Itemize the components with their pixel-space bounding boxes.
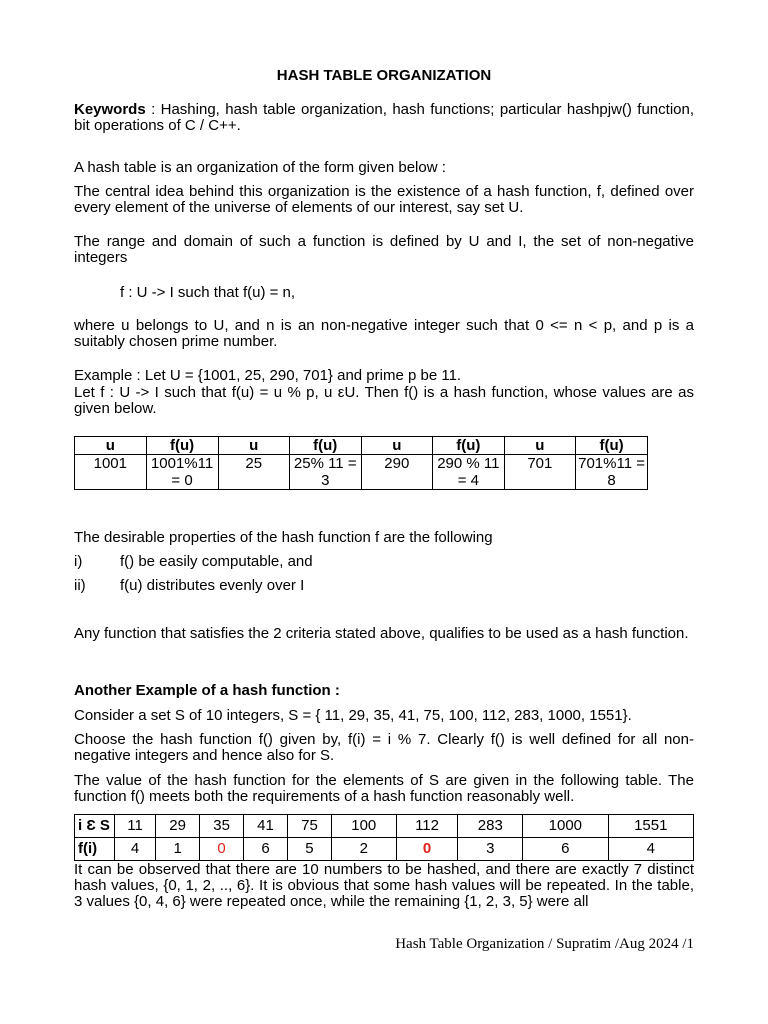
paragraph-central-idea: The central idea behind this organization is the existence of a hash function, f, defined over every element of the universe of elements of our interest, say set U. <box>74 183 694 216</box>
table-cell: 6 <box>523 838 608 861</box>
table-cell: 1 <box>156 838 200 861</box>
section-heading: Another Example of a hash function : <box>74 682 340 699</box>
page-footer: Hash Table Organization / Supratim /Aug 2024 /1 <box>395 936 694 952</box>
paragraph-hash-choice: Choose the hash function f() given by, f(i) = i % 7. Clearly f() is well defined for all non-negative integers and hence also for S. <box>74 731 694 764</box>
table-row <box>75 838 694 861</box>
table-cell: 3 <box>458 838 523 861</box>
paragraph-observation: It can be observed that there are 10 numbers to be hashed, and there are exactly 7 distinct hash values, {0, 1, 2, .., 6}. It is obvious that some hash values will be repeated. In the table, 3 values {0, 4, 6} were repeated once, while the remaining {1, 2, 3, 5} were all <box>74 861 694 910</box>
hash-values-table-1 <box>74 436 648 490</box>
paragraph-where: where u belongs to U, and n is an non-negative integer such that 0 <= n < p, and p is a suitably chosen prime number. <box>74 317 694 350</box>
table-header-row <box>75 437 648 455</box>
table-cell-highlighted: 0 <box>200 838 244 861</box>
table-cell: 5 <box>287 838 331 861</box>
list-item-number: i) <box>74 553 83 570</box>
paragraph-range-domain: The range and domain of such a function is defined by U and I, the set of non-negative integers <box>74 233 694 266</box>
paragraph-set-s: Consider a set S of 10 integers, S = { 11, 29, 35, 41, 75, 100, 112, 283, 1000, 1551}. <box>74 707 632 724</box>
list-item-text: f() be easily computable, and <box>120 553 313 570</box>
table-header-cell: u <box>75 437 147 455</box>
table-cell: 75 <box>287 815 331 838</box>
paragraph-criteria: Any function that satisfies the 2 criteria stated above, qualifies to be used as a hash function. <box>74 625 689 642</box>
table-cell: 1001%11 = 0 <box>146 455 218 490</box>
table-header-cell: f(u) <box>146 437 218 455</box>
list-item <box>74 554 694 570</box>
table-header-cell: u <box>504 437 576 455</box>
example-line-2: Let f : U -> I such that f(u) = u % p, u εU. Then f() is a hash function, whose values are as given below. <box>74 384 694 417</box>
page-title: HASH TABLE ORGANIZATION <box>276 67 492 84</box>
table-cell: 1000 <box>523 815 608 838</box>
table-cell: 6 <box>244 838 288 861</box>
table-cell: 1551 <box>608 815 693 838</box>
table-cell: 283 <box>458 815 523 838</box>
table-row <box>75 455 648 490</box>
table-cell: 11 <box>115 815 156 838</box>
keywords-text: : Hashing, hash table organization, hash functions; particular hashpjw() function, bit operations of C / C++. <box>74 101 694 134</box>
table-cell: 701 <box>504 455 576 490</box>
row-label: i Ɛ S <box>75 815 115 838</box>
table-cell: 290 % 11 = 4 <box>433 455 505 490</box>
keywords-paragraph <box>74 102 694 134</box>
table-cell: 25% 11 = 3 <box>289 455 361 490</box>
paragraph-properties: The desirable properties of the hash function f are the following <box>74 529 493 546</box>
table-cell: 4 <box>608 838 693 861</box>
table-cell: 701%11 = 8 <box>576 455 648 490</box>
table-cell: 25 <box>218 455 289 490</box>
table-cell: 29 <box>156 815 200 838</box>
table-header-cell: u <box>361 437 433 455</box>
table-cell: 35 <box>200 815 244 838</box>
table-cell: 100 <box>331 815 396 838</box>
formula: f : U -> I such that f(u) = n, <box>120 284 296 301</box>
table-cell: 112 <box>396 815 458 838</box>
example-line-1: Example : Let U = {1001, 25, 290, 701} and prime p be 11. <box>74 367 462 384</box>
table-cell: 290 <box>361 455 433 490</box>
row-label: f(i) <box>75 838 115 861</box>
table-header-cell: f(u) <box>433 437 505 455</box>
list-item <box>74 578 694 594</box>
table-cell: 1001 <box>75 455 147 490</box>
table-cell: 4 <box>115 838 156 861</box>
table-cell-highlighted: 0 <box>396 838 458 861</box>
hash-values-table-2 <box>74 814 694 861</box>
table-header-cell: f(u) <box>576 437 648 455</box>
table-header-cell: u <box>218 437 289 455</box>
table-header-cell: f(u) <box>289 437 361 455</box>
table-row <box>75 815 694 838</box>
paragraph-intro: A hash table is an organization of the form given below : <box>74 159 446 176</box>
paragraph-table-intro: The value of the hash function for the elements of S are given in the following table. The function f() meets both the requirements of a hash function reasonably well. <box>74 772 694 805</box>
table-cell: 2 <box>331 838 396 861</box>
list-item-number: ii) <box>74 577 86 594</box>
list-item-text: f(u) distributes evenly over I <box>120 577 305 594</box>
keywords-label: Keywords <box>74 101 146 118</box>
table-cell: 41 <box>244 815 288 838</box>
